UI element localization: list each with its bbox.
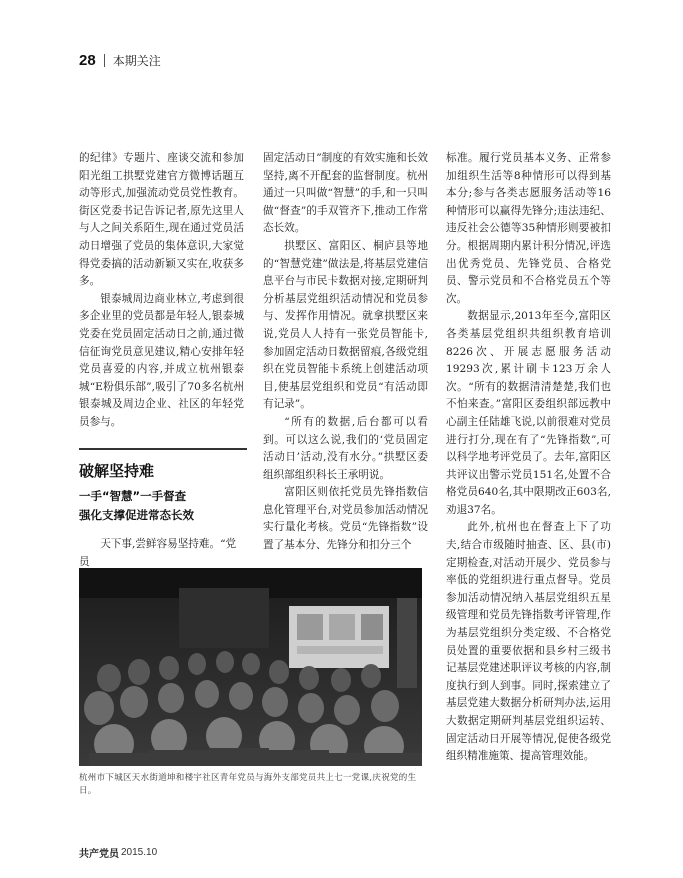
subsection-subtitle-1: 一手“智慧”一手督查 <box>79 489 187 503</box>
page-header <box>79 50 161 70</box>
page-footer <box>79 845 157 860</box>
photo-caption: 杭州市下城区天水街道坤和楼宇社区青年党员与海外支部党员共上七一党课,庆祝党的生日。 <box>79 773 417 796</box>
paragraph: “所有的数据,后台都可以看到。可以这么说,我们的‘党员固定活动日’活动,没有水分。”拱墅区委组织部组织科长王承明说。 <box>263 415 428 481</box>
paragraph: 标准。履行党员基本义务、正常参加组织生活等8种情形可以得到基本分;参与各类志愿服务活动等16种情形可以赢得先锋分;违法违纪、违反社会公德等35种情形则要被扣分。根据周期内累计积分情况,评选出优秀党员、先锋党员、合格党员、警示党员和不合格党员五个等次。 <box>446 152 611 305</box>
paragraph: 拱墅区、富阳区、桐庐县等地的“智慧党建”做法是,将基层党建信息平台与市民卡数据对接,定期研判分析基层党组织活动情况和党员参与、发挥作用情况。就拿拱墅区来说,党员人人持有一张党员智能卡,参加固定活动日数据留痕,各级党组织在党员智能卡系统上创建活动项目,使基层党组织和党员“有活动即有记录”。 <box>263 239 428 411</box>
paragraph: 数据显示,2013年至今,富阳区各类基层党组织共组织教育培训8226次、开展志愿服务活动19293次,累计刷卡123万余人次。“所有的数据清清楚楚,我们也不怕来查。”富阳区委组织部远教中心副主任陆雄飞说,以前很难对党员进行打分,现在有了“先锋指数”,可以科学地考评党员了。去年,富阳区共评议出警示党员151名,处置不合格党员640名,其中限期改正603名,劝退37名。 <box>446 310 611 516</box>
meeting-photo <box>79 568 422 766</box>
meeting-photo-illustration <box>79 568 422 766</box>
article-column-1 <box>79 150 244 432</box>
paragraph: 此外,杭州也在督查上下了功夫,结合市级随时抽查、区、县(市)定期检查,对活动开展少、党员参与率低的党组织进行重点督导。党员参加活动情况纳入基层党组织五星级管理和党员先锋指数考评管理,作为基层党组织分类定级、不合格党员处置的重要依据和县乡村三级书记基层党建述职评议考核的内容,制度执行到人到事。同时,探索建立了基层党建大数据分析研判办法,运用大数据定期研判基层党组织运转、固定活动日开展等情况,促使各级党组织精准施策、提高管理效能。 <box>446 521 611 763</box>
issue-date: 2015.10 <box>121 847 158 858</box>
article-column-3 <box>446 150 611 766</box>
subsection-subtitle-2: 强化支撑促进常态长效 <box>79 508 194 522</box>
page-number: 28 <box>79 51 96 69</box>
paragraph: 天下事,尝鲜容易坚持难。“党员 <box>79 538 237 568</box>
subsection-title: 破解坚持难 <box>79 462 155 480</box>
paragraph: 富阳区则依托党员先锋指数信息化管理平台,对党员参加活动情况实行量化考核。党员“先锋指数”设置了基本分、先锋分和扣分三个 <box>263 486 428 552</box>
section-title: 本期关注 <box>112 53 161 68</box>
paragraph: 银泰城周边商业林立,考虑到很多企业里的党员都是年轻人,银泰城党委在党员固定活动日之前,通过微信征询党员意见建议,精心安排年轻党员喜爱的内容,并成立杭州银泰城“E粉俱乐部”,吸引了70多名杭州银泰城及周边企业、社区的年轻党员参与。 <box>79 292 244 428</box>
article-column-1-continued <box>79 536 244 571</box>
magazine-logo: 共产党员 <box>79 849 119 860</box>
header-divider <box>104 54 105 67</box>
heading-rule <box>79 448 247 450</box>
subsection-heading <box>79 448 247 525</box>
article-column-2 <box>263 150 428 555</box>
paragraph: 固定活动日”制度的有效实施和长效坚持,离不开配套的监督制度。杭州通过一只叫做“智慧”的手,和一只叫做“督查”的手双管齐下,推动工作常态长效。 <box>263 152 428 235</box>
paragraph: 的纪律》专题片、座谈交流和参加阳光组工拱墅党建官方微博话题互动等形式,加强流动党员党性教育。街区党委书记告诉记者,原先这里人与人之间关系陌生,现在通过党员活动日增强了党员的集体意识,大家觉得党委搞的活动新颖又实在,收获多多。 <box>79 152 244 288</box>
